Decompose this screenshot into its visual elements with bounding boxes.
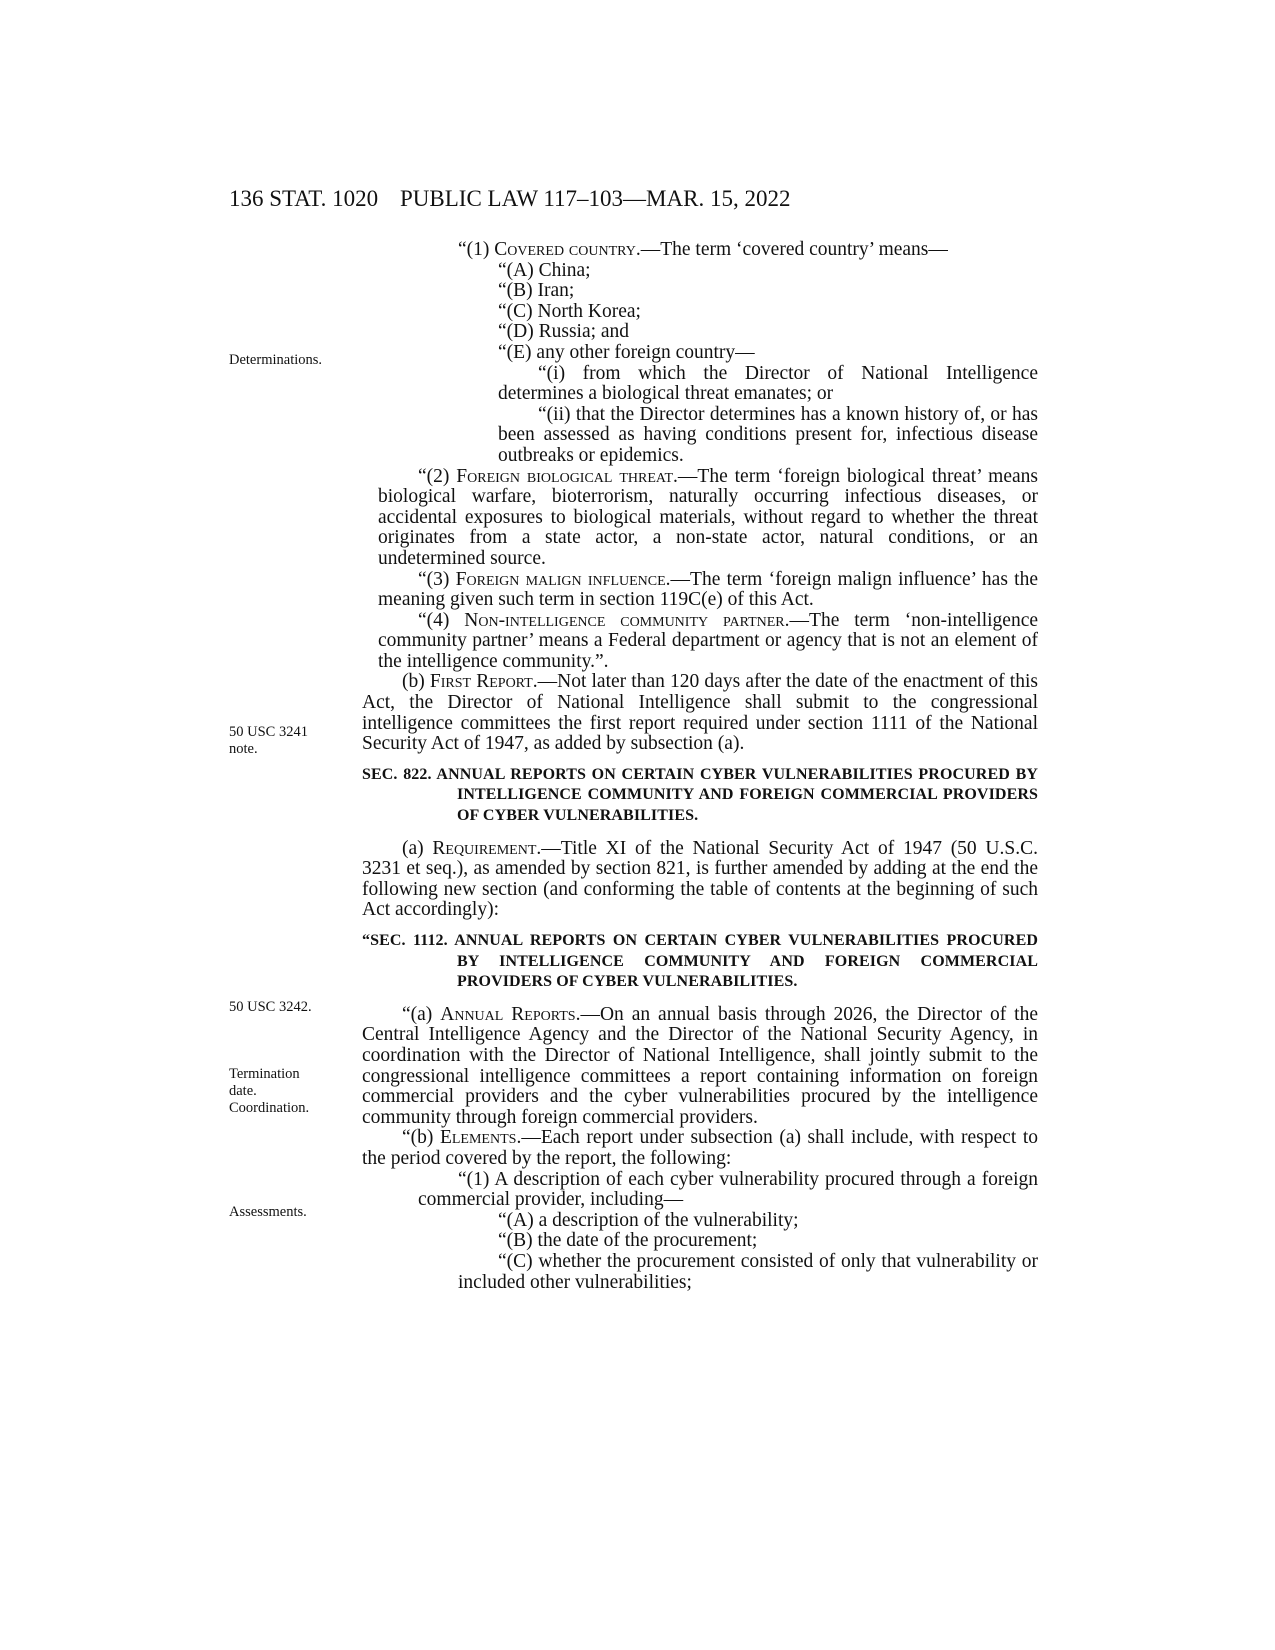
- section-1112-heading: [362, 931, 1038, 993]
- list-item: “(A) China;: [498, 259, 591, 281]
- subsection-annual-reports: [362, 1005, 1038, 1129]
- paragraph-text: .—Each report under subsection (a) shall include, with respect to the period covered by the report, the following:: [362, 1127, 1038, 1169]
- paragraph-number: (a): [402, 837, 433, 859]
- margin-note-line: note.: [229, 741, 258, 757]
- paragraph-text: .—The term ‘foreign malign influence’ has the meaning given such term in section 119C(e) of this Act.: [378, 568, 1038, 611]
- paragraph-text: .—The term ‘covered country’ means—: [635, 239, 948, 260]
- margin-note-termination: [229, 1066, 309, 1117]
- list-item: “(C) whether the procurement consisted of only that vulnerability or included other vulnerabilities;: [458, 1250, 1038, 1293]
- subsection-first-report: [362, 672, 1038, 754]
- list-item: “(E) any other foreign country—: [498, 341, 755, 363]
- paragraph-number: “(b): [402, 1127, 440, 1149]
- margin-note-line: 50 USC 3241: [229, 724, 308, 740]
- list-item: “(B) Iran;: [498, 280, 575, 302]
- section-822-heading: [362, 765, 1038, 827]
- margin-note-assessments: [229, 1204, 307, 1221]
- running-head-title: PUBLIC LAW 117–103—MAR. 15, 2022: [400, 186, 791, 211]
- paragraph-cyber-vulnerability: “(1) A description of each cyber vulnerability procured through a foreign commercial provider, including—: [418, 1168, 1038, 1211]
- paragraph-text: .—The term ‘foreign biological threat’ means biological warfare, bioterrorism, naturally occurring infectious diseases, or accidental exposures to biological materials, without regard to whether the threat originates from a state actor, a non-state actor, natural conditions, or an undetermined source.: [378, 465, 1038, 569]
- paragraph-text: .—Title XI of the National Security Act of 1947 (50 U.S.C. 3231 et seq.), as amended by section 821, is further amended by adding at the end the following new section (and conforming the table of contents at the beginning of such Act accordingly):: [362, 837, 1038, 921]
- margin-note-line: 50 USC 3242.: [229, 999, 312, 1015]
- paragraph-heading: Foreign biological threat: [456, 465, 674, 487]
- paragraph-text: .—Not later than 120 days after the date of the enactment of this Act, the Director of National Intelligence shall submit to the congressional intelligence committees the first report required under section 1111 of the National Security Act of 1947, as added by subsection (a).: [362, 671, 1038, 755]
- paragraph-number: “(2): [418, 465, 457, 487]
- list-item: “(A) a description of the vulnerability;: [498, 1209, 799, 1231]
- margin-note-usc-3242: [229, 999, 312, 1016]
- definition-foreign-malign-influence: [378, 570, 1038, 611]
- paragraph-heading: Foreign malign influence: [455, 568, 666, 590]
- margin-note-line: Assessments.: [229, 1204, 307, 1220]
- section-label: “SEC. 1112.: [362, 932, 448, 949]
- paragraph-number: “(4): [418, 609, 465, 631]
- paragraph-heading: Requirement: [432, 837, 537, 859]
- definition-covered-country: [378, 240, 1038, 261]
- margin-note-line: date.: [229, 1083, 257, 1099]
- subsection-requirement: [362, 839, 1038, 921]
- definition-foreign-biological-threat: [378, 467, 1038, 570]
- paragraph-number: “(1): [458, 239, 495, 260]
- section-title: ANNUAL REPORTS ON CERTAIN CYBER VULNERABILITIES PROCURED BY INTELLIGENCE COMMUNITY AND FOREIGN COMMERCIAL PROVIDERS OF CYBER VULNERABILITIES.: [454, 932, 1039, 991]
- margin-note-line: Coordination.: [229, 1100, 310, 1116]
- paragraph-text: .—The term ‘non-intelligence community partner’ means a Federal department or agency that is not an element of the intelligence community.”.: [378, 609, 1039, 672]
- paragraph-number: “(a): [402, 1003, 441, 1025]
- definition-non-ic-partner: [378, 611, 1038, 673]
- paragraph-number: (b): [402, 671, 430, 693]
- margin-note-line: Termination: [229, 1066, 300, 1082]
- paragraph-heading: Annual Reports: [440, 1003, 576, 1025]
- paragraph-heading: Elements: [439, 1127, 517, 1149]
- paragraph-heading: Covered country: [494, 239, 636, 260]
- list-item: “(D) Russia; and: [498, 321, 630, 343]
- list-item: “(B) the date of the procurement;: [498, 1230, 758, 1252]
- list-subitem: “(ii) that the Director determines has a known history of, or has been assessed as having conditions present for, infectious disease outbreaks or epidemics.: [498, 403, 1038, 466]
- section-title: ANNUAL REPORTS ON CERTAIN CYBER VULNERABILITIES PROCURED BY INTELLIGENCE COMMUNITY AND FOREIGN COMMERCIAL PROVIDERS OF CYBER VULNERABILITIES.: [436, 765, 1038, 825]
- margin-note-determinations: [229, 352, 322, 369]
- paragraph-text: .—On an annual basis through 2026, the Director of the Central Intelligence Agency and the Director of the National Security Agency, in coordination with the Director of National Intelligence, shall jointly submit to the congressional intelligence committees a report containing information on foreign commercial providers and the cyber vulnerabilities procured by the intelligence community through foreign commercial providers.: [362, 1003, 1038, 1128]
- paragraph-number: “(3): [418, 568, 456, 590]
- paragraph-heading: Non-intelligence community partner: [464, 609, 785, 631]
- section-label: SEC. 822.: [362, 765, 432, 783]
- margin-note-line: Determinations.: [229, 352, 323, 368]
- list-item: “(C) North Korea;: [498, 300, 641, 322]
- margin-note-usc-3241: [229, 724, 308, 758]
- document-body: [362, 239, 1039, 1293]
- page-number: 136 STAT. 1020: [229, 186, 379, 211]
- paragraph-heading: First Report: [429, 671, 533, 693]
- subsection-elements: [362, 1128, 1038, 1169]
- list-subitem: “(i) from which the Director of National Intelligence determines a biological threat emanates; or: [498, 362, 1038, 405]
